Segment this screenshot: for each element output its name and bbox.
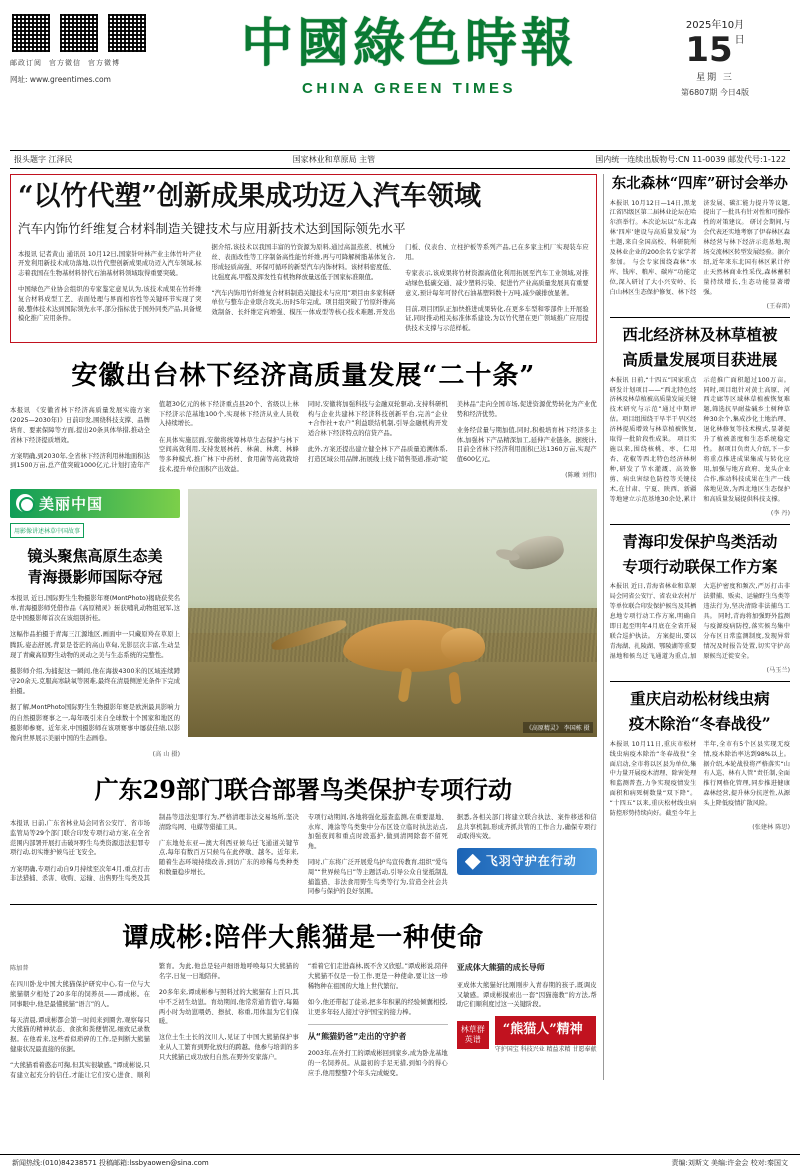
panda-byline: 陈加普 <box>10 965 29 973</box>
right-2-sign: (李 丹) <box>770 509 790 517</box>
lead-headline: “以竹代塑”创新成果成功迈入汽车领域 <box>18 181 482 212</box>
issue-info: 第6807期 今日4版 <box>681 88 749 97</box>
birds-p2: 方案明确,专项行动自9月持续至次年4月,重点打击非法猎捕、杀害、收购、运输、出售野生鸟类及其制品等违法犯罪行为,严格清理非法交易场所,坚决清除鸟网、电媒等猎捕工具。 <box>10 813 299 883</box>
masthead <box>10 6 790 146</box>
page-body <box>10 174 790 1080</box>
right-divider-1 <box>610 317 790 318</box>
anhui-story <box>10 355 597 481</box>
feature-title <box>10 546 180 588</box>
lead-p6: 目前,项目团队正加快推进成果转化,在更多车型和零部件上开展验证,同时推动相关标准体系建设,为以竹代塑在更广领域推广应用提供技术支撑与示范样板。 <box>405 305 589 333</box>
right-story-3 <box>610 532 790 674</box>
right-divider-3 <box>610 681 790 682</box>
feature-block <box>10 489 597 760</box>
right-column <box>603 174 790 1080</box>
panda-body <box>10 962 597 1080</box>
anhui-p1: 本报讯 《安徽省林下经济高质量发展实施方案(2025—2030年)》日前印发,围绕科技支撑、品牌培育、要素保障等方面,提出20条具体举措,推动全省林下经济提质增效。 <box>10 407 150 444</box>
panda-p6: “看着它们走进森林,既不舍又欣慰。”谭成彬说,陪伴大熊猫不仅是一份工作,更是一种使命,要让这一珍稀物种在祖国的大地上世代繁衍。 <box>307 963 448 990</box>
panda-p7: 如今,他还带起了徒弟,把多年积累的经验倾囊相授,让更多年轻人接过守护国宝的接力棒。 <box>307 998 448 1016</box>
qr-code-post-icon[interactable] <box>10 12 52 54</box>
qr-label-weibo: 官方微博 <box>88 59 120 67</box>
bird-action-banner <box>457 848 597 875</box>
lead-p1: 本报讯 记者黄山 通讯员 10月12日,国家针叶林产业主体竹叶产业开发利用新技术成功落地,以竹代塑创新成果成功迈入汽车领域,标志着我国在生物基材料替代石油基材料领域取得重要突破。 <box>18 250 202 278</box>
right-story-1 <box>610 174 790 310</box>
right-1-headline: 东北森林“四库”研讨会举办 <box>611 175 788 192</box>
right-1-sign: (王春雷) <box>766 302 790 310</box>
right-story-2 <box>610 325 790 517</box>
feather-icon <box>465 854 481 870</box>
footer-hotline: 新闻热线:(010)84238571 投稿邮箱:lssbyaowen@sina.com <box>12 1159 209 1167</box>
birds-headline: 广东29部门联合部署鸟类保护专项行动 <box>94 774 513 804</box>
info-bar <box>10 150 790 169</box>
panda-p4: 20多年来,谭成彬参与照料过的大熊猫有上百只,其中不乏初生幼崽。育幼期间,他常常通宵值守,每隔两小时为幼崽喂奶、擦拭、称重,用体温为它们保暖。 <box>158 989 299 1026</box>
feature-sign: (高 山 摄) <box>152 750 180 758</box>
panda-sub-title-2: 亚成体大熊猫的成长导师 <box>456 963 545 973</box>
seal-main-text: “熊猫人”精神 <box>495 1016 597 1044</box>
panda-sub-title-1: 从“熊猫奶爸”走出的守护者 <box>307 1031 407 1041</box>
lead-p5: 专家表示,该成果将竹材资源高值化利用拓展至汽车工业领域,对推动绿色低碳交通、减少塑料污染、促进竹产业高质量发展具有重要意义,预计每年可替代石油基塑料数十万吨,减少碳排放显著。 <box>405 270 589 297</box>
lead-p2: 中国绿色产业协会组织的专家鉴定意见认为,该技术成果在竹纤维复合材料成型工艺、表面处理与界面相容性等关键环节实现了突破,整体技术达到国际领先水平,部分指标优于国外同类产品,具备规模化推广应用条件。 <box>18 286 202 323</box>
birds-story <box>10 770 597 897</box>
panda-p3: “大熊猫看着憨态可掬,但其实很敏感。”谭成彬说,只有建立起充分的信任,才能让它们安心进食、顺利繁育。为此,他总是轻声细语地呼唤每只大熊猫的名字,日复一日地陪伴。 <box>10 963 299 1079</box>
lead-story <box>10 174 597 343</box>
anhui-headline: 安徽出台林下经济高质量发展“二十条” <box>71 360 536 391</box>
anhui-p5: 此外,方案还提出建立健全林下产品质量追溯体系,打造区域公用品牌,拓展线上线下销售渠道,推动“皖美林品”走向全国市场,促进资源优势转化为产业优势和经济优势。 <box>307 400 597 464</box>
panda-sub-text-1: 2003年,在外打工的谭成彬回到家乡,成为卧龙基地的一名饲养员。从最初的手足无措,到如今的得心应手,他用整整7个年头完成蜕变。 <box>307 1050 448 1077</box>
right-story-4 <box>610 689 790 831</box>
feature-left <box>10 489 180 760</box>
panda-p5: 这位土生土长的汶川人,见证了中国大熊猫保护事业从人工繁育到野化放归的跨越。他参与培训的多只大熊猫已成功放归自然,在野外安家落户。 <box>158 1034 299 1061</box>
title-block <box>178 6 640 97</box>
feature-body <box>10 594 180 760</box>
beautiful-china-badge <box>10 489 180 518</box>
right-2-headline-line1: 西北经济林及林草植被 <box>622 324 778 344</box>
right-4-text: 本报讯 10月11日,重庆市松材线虫病疫木除治“冬春战役”全面启动,全市将以区县为单位,集中力量开展疫木清理、除害处理和监测普查,力争实现疫情发生面积和病死树数量“双下降”。 “十四五”以来,重庆松材线虫病防控形势持续向好。截至今年上半年,全市有5个区县实现无疫情,疫木除治率达到98%以上。 据介绍,本轮战役将严格落实“山有人巡、林有人管”责任制,全面推行网格化管理,同步推进健康森林经营,提升林分抗逆性,从源头上降低疫情扩散风险。 <box>609 740 790 818</box>
date-year-month: 2025年10月 <box>685 20 745 31</box>
anhui-p4: 同时,安徽将加强科技与金融双轮驱动,支持科研机构与企业共建林下经济科技创新平台,完善“企业+合作社+农户”利益联结机制,引导金融机构开发适合林下经济特点的信贷产品。 <box>307 400 448 438</box>
divider-line <box>10 904 597 905</box>
birds-p5: 同时,广东将广泛开展爱鸟护鸟宣传教育,组织“爱鸟周”“世界候鸟日”等主题活动,引导公众自觉抵制乱捕滥猎、非法食用野生鸟类等行为,营造全社会共同参与保护的良好氛围。 <box>307 859 448 896</box>
badge-title: 美丽中国 <box>39 494 104 513</box>
birds-p3: 广东地处东亚—澳大利西亚候鸟迁飞通道关键节点,每年有数百万只候鸟在此停歇、越冬。近年来,随着生态环境持续改善,到访广东的珍稀鸟类种类和数量稳步增长。 <box>158 839 299 876</box>
panda-story <box>10 917 597 1080</box>
right-3-headline-line1: 青海印发保护鸟类活动 <box>622 531 778 551</box>
footer-credits: 责编:刘斯文 美编:许金会 校对:秦国文 <box>671 1159 788 1167</box>
badge-subtitle: 用影像讲述林草中国故事 <box>10 523 84 538</box>
feature-p1: 本报讯 近日,国际野生生物摄影年赛(MontPhoto)揭晓获奖名单,青海摄影师凭借作品《高原精灵》斩获哺乳动物组冠军,这是中国摄影师首次在该组别折桂。 <box>10 594 180 623</box>
feature-photo <box>188 489 597 737</box>
left-column <box>10 174 597 1080</box>
right-divider-2 <box>610 524 790 525</box>
right-2-text: 本报讯 日前,“十四五”国家重点研发计划项目——“西北特色经济林及林草植被高质量发展关键技术研究与示范”通过中期评估。项目组围绕干旱半干旱区经济林提质增效与林草植被恢复,取得一批阶段性成果。 项目实施以来,围绕核桃、枣、仁用杏、花椒等西北特色经济林树种,研发了节水灌溉、高效修剪、病虫害绿色防控等关键技术,在甘肃、宁夏、陕西、新疆等地建立示范基地30余处,累计示范推广面积超过100万亩。 同时,项目组针对黄土高原、河西走廊等区域林草植被恢复难题,筛选抗旱耐盐碱乡土树种草种30余个,集成沙化土地治理、退化林修复等技术模式,显著提升了植被盖度和生态系统稳定性。 据项目负责人介绍,下一步将重点推进成果集成与转化应用,加强与地方政府、龙头企业合作,推动科技成果在生产一线落地见效,为西北地区生态保护和高质量发展提供科技支撑。 <box>609 376 790 503</box>
anhui-p6: 业务经营量与期加值,同时,积极培育林下经济多主体,加强林下产品精深加工,延伸产业链条。据统计,目前全省林下经济利用面积已达1360万亩,实现产值600亿元。 <box>456 426 597 464</box>
qr-row <box>10 12 178 54</box>
date-day: 15 <box>685 30 733 70</box>
lead-body <box>18 243 589 334</box>
website-text: 网址: www.greentimes.com <box>10 75 111 84</box>
anhui-sign: (陈曦 刘伟) <box>565 472 597 480</box>
anhui-p3: 在具体实施层面,安徽将统筹林草生态保护与林下空间高效利用,支持发展林药、林菌、林禽、林蜂等多种模式,推广林下中药材、食用菌等高效栽培技术,提升单位面积产出效益。 <box>158 436 299 473</box>
panda-sub-divider <box>308 1024 448 1025</box>
info-serial: 国内统一连续出版物号:CN 11-0039 邮发代号:1-122 <box>595 155 786 164</box>
qr-label-wechat: 官方微信 <box>49 59 81 67</box>
feature-p4: 据了解,MontPhoto国际野生生物摄影年赛是欧洲最具影响力的自然摄影赛事之一,每年吸引来自全球数十个国家和地区的摄影师参赛。近年来,中国摄影师在该项赛事中屡获佳绩,以影像向世界展示美丽中国的生态画卷。 <box>10 704 180 742</box>
birds-p6: 据悉,各相关部门将建立联合执法、案件移送和信息共享机制,形成齐抓共管的工作合力,确保专项行动取得实效。 <box>456 813 597 841</box>
right-4-headline-line1: 重庆启动松材线虫病 <box>630 688 770 708</box>
anhui-p2: 方案明确,到2030年,全省林下经济利用林地面积达到1500万亩,总产值突破1000亿元,计划打造年产值超30亿元的林下经济重点县20个、省级以上林下经济示范基地100个,实现林下经济从业人员收入持续增长。 <box>10 400 299 470</box>
right-2-headline-line2: 高质量发展项目获进展 <box>622 349 778 369</box>
feature-title-line2: 青海摄影师国际夺冠 <box>27 567 163 586</box>
birds-body <box>10 813 597 897</box>
right-4-sign: (张建林 陈思) <box>752 824 790 832</box>
qr-labels <box>10 58 178 68</box>
qr-label-post: 邮政订阅 <box>10 59 42 67</box>
info-calligrapher: 报头题字 江泽民 <box>14 155 73 164</box>
right-3-sign: (马玉兰) <box>766 666 790 674</box>
feature-p3: 摄影师介绍,为捕捉这一瞬间,他在海拔4300米的区域连续蹲守20余天,克服高寒缺氧等困难,最终在清晨侧逆光条件下完成拍摄。 <box>10 667 180 696</box>
globe-icon <box>16 494 34 512</box>
panda-sub-text-2: 亚成体大熊猫好比刚刚步入青春期的孩子,既调皮又敏感。谭成彬摸索出一套“因猫施教”的方法,帮助它们顺利度过这一关键阶段。 <box>456 981 597 1009</box>
panda-p1: 在四川卧龙中国大熊猫保护研究中心,有一位与大熊猫朝夕相处了20多年的饲养员——谭成彬。在同事眼中,他是最懂熊猫“语言”的人。 <box>10 981 150 1008</box>
seal-label: 林草群英谱 <box>457 1021 489 1049</box>
feature-title-line1: 镜头聚焦高原生态美 <box>27 546 163 565</box>
panda-p2: 每天清晨,谭成彬都会第一时间来到圈舍,观察每只大熊猫的精神状态、食欲和粪便情况,细致记录数据。在他看来,这些看似琐碎的工作,是判断大熊猫健康状况最直接的依据。 <box>10 1016 150 1053</box>
page-footer <box>0 1154 800 1171</box>
right-3-headline-line2: 专项行动联保工作方案 <box>622 556 778 576</box>
paper-title: 中國綠色時報 <box>240 13 577 74</box>
right-4-headline-line2: 疫木除治“冬春战役” <box>628 713 771 733</box>
panda-headline: 谭成彬:陪伴大熊猫是一种使命 <box>122 923 485 954</box>
date-block <box>640 6 790 98</box>
birds-p1: 本报讯 日前,广东省林业局会同省公安厅、省市场监管局等29个部门联合印发专项行动方案,在全省范围内部署开展打击破坏野生鸟类资源违法犯罪专项行动,切实维护候鸟迁飞安全。 <box>10 820 150 857</box>
paper-title-en: CHINA GREEN TIMES <box>302 79 516 97</box>
panda-seal <box>457 1016 597 1053</box>
qr-block <box>10 6 178 85</box>
banner-text: 飞羽守护在行动 <box>485 854 577 869</box>
antelope-head <box>441 628 485 662</box>
birds-p4: 专项行动期间,各地将强化巡查监测,在重要湿地、水库、滩涂等鸟类集中分布区设立临时执法站点,加强夜间和重点时段巡护,做到清网除套不留死角。 <box>307 813 448 851</box>
seal-sub-text: 守护国宝 科技兴业 精益求精 甘愿奉献 <box>494 1045 597 1053</box>
lead-p4: “汽车内饰用竹纤维复合材料制造关键技术与应用”项目由多家科研单位与整车企业联合攻关,历时5年完成。项目组突破了竹原纤维高效制备、长纤维定向增强、模压一体成型等核心技术难题,开发出门板、仪表台、立柱护板等系列产品,已在多家主机厂实现装车应用。 <box>211 244 589 317</box>
feature-p2: 这幅作品拍摄于青海三江源地区,画面中一只藏原羚在草原上腾跃,姿态舒展,背景是苍茫的高山草甸,光影层次丰富,生动呈现了青藏高原野生动物的灵动之美与生态系统的完整性。 <box>10 631 180 659</box>
right-1-text: 本报讯 10月12日—14日,黑龙江省四级区第二届林业论坛在哈尔滨举行。本次论坛以“东北森林‘四库’建设与高质量发展”为主题,来自全国高校、科研院所及林业企业的200余名专家学者参加。 与会专家围绕森林“水库、钱库、粮库、碳库”功能定位,深入研讨了大小兴安岭、长白山林区生态保护修复、林下经济发展、碳汇能力提升等议题,提出了一批具有针对性和可操作性的对策建议。 研讨会期间,与会代表还实地考察了伊春林区森林经营与林下经济示范基地,现场交流林区转型发展经验。据介绍,近年来东北国有林区累计停止天然林商业性采伐,森林蓄积量持续增长,生态功能显著增强。 <box>609 199 790 296</box>
date-day-suffix: 日 <box>734 35 745 46</box>
anhui-body <box>10 400 597 481</box>
date-weekday: 星期 三 <box>696 73 734 83</box>
info-authority: 国家林业和草原局 主管 <box>292 155 376 164</box>
qr-code-wechat-icon[interactable] <box>58 12 100 54</box>
qr-code-weibo-icon[interactable] <box>106 12 148 54</box>
lead-subhead: 汽车内饰竹纤维复合材料制造关键技术与应用新技术达到国际领先水平 <box>18 221 406 237</box>
photo-caption: 《高原精灵》 李国栋 摄 <box>523 722 593 733</box>
right-3-text: 本报讯 近日,青海省林业和草原局会同省公安厅、省农业农村厅等单位联合印发保护候鸟及其栖息地专项行动工作方案,明确自即日起至明年4月底在全省开展联合巡护执法。 方案提出,要以青海湖、扎陵湖、鄂陵湖等重要湿地和候鸟迁飞通道为重点,加大巡护密度和频次,严厉打击非法猎捕、贩卖、运输野生鸟类等违法行为,坚决清除非法捕鸟工具。 同时,青海将加强野外监测与疫源疫病防控,落实候鸟集中分布区日常监测制度,发现异常情况及时报告处置,切实守护高原候鸟迁徙安全。 <box>609 583 790 660</box>
lead-p3: 据介绍,该技术以我国丰富的竹资源为原料,通过高温蒸煮、机械分丝、表面改性等工序制备高性能竹纤维,再与可降解树脂基体复合,形成轻质高强、环保可循环的新型汽车内饰材料。该材料密度低、比强度高,甲醛及挥发性有机物释放量远低于国家标准限值。 <box>211 244 396 281</box>
